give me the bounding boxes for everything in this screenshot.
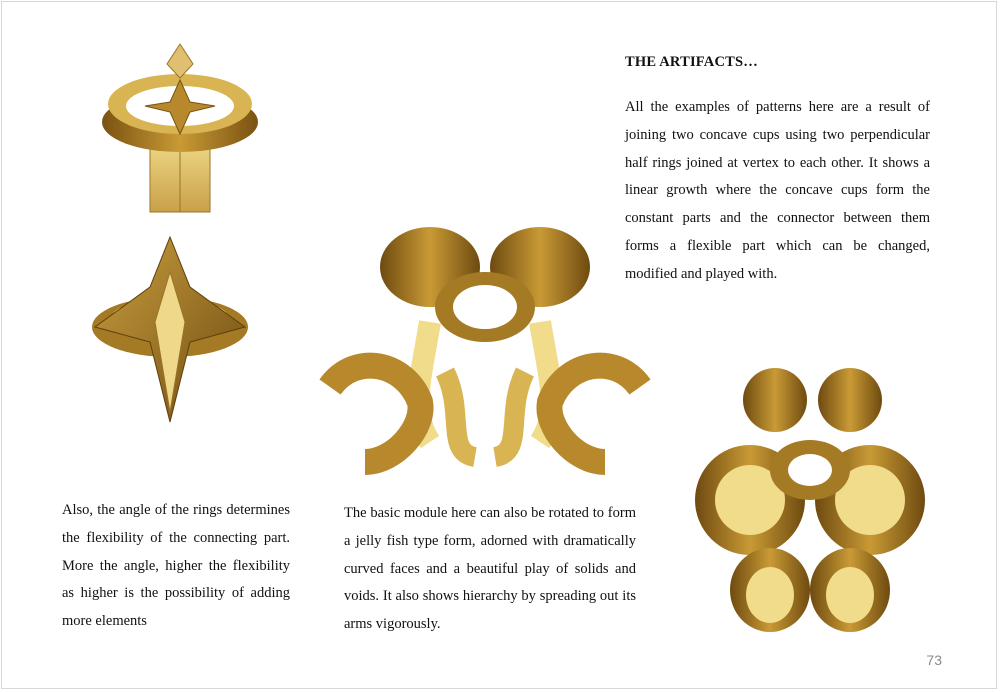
artifact-photo-bottom-right [690, 360, 930, 640]
paragraph-angle: Also, the angle of the rings determines the flexibility of the connecting part. More the angle, higher the flexibility as higher is the possibility of adding more elements [62, 502, 290, 630]
artifact-photo-middle-left [85, 232, 255, 427]
artifact-photo-center [325, 212, 645, 482]
page-number: 73 [926, 652, 942, 668]
artifact-photo-top-left [95, 42, 265, 217]
section-heading: THE ARTIFACTS… [625, 54, 758, 70]
paragraph-module: The basic module here can also be rotated to form a jelly fish type form, adorned with dramatically curved faces and a beautiful play of solids and voids. It also shows hierarchy by spreading out its arms vigorously. [344, 505, 636, 633]
paragraph-artifacts: All the examples of patterns here are a result of joining two concave cups using two perpendicular half rings joined at vertex to each other. It shows a linear growth where the concave cups form the constant parts and the connector between them forms a flexible part which can be changed, modified and played with. [625, 99, 930, 282]
